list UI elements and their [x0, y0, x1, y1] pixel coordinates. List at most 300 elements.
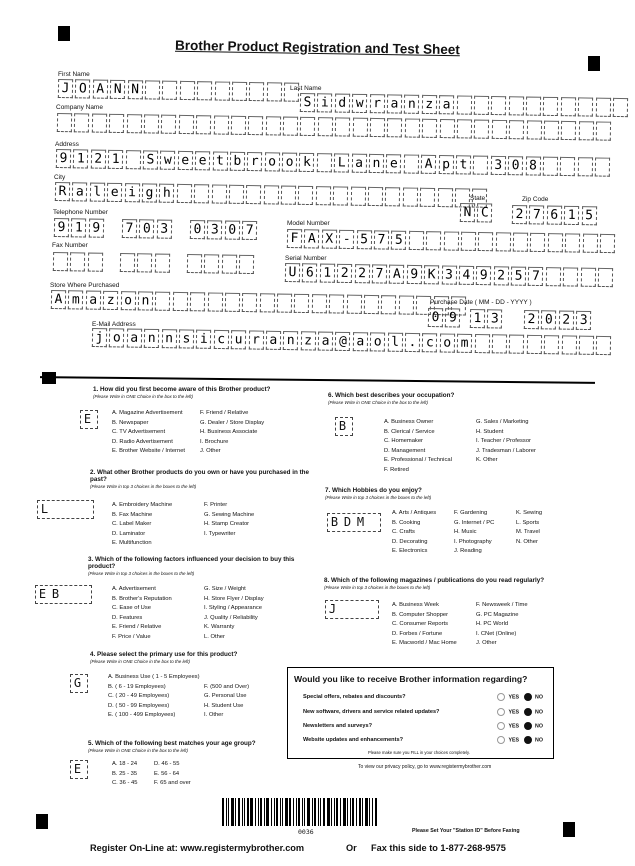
char-box: 0	[225, 221, 240, 240]
char-box: w	[160, 151, 175, 170]
char-box	[513, 233, 528, 252]
char-box: z	[301, 331, 316, 350]
char-box	[109, 114, 124, 133]
char-box: N	[460, 203, 475, 222]
option-item: B. Fax Machine	[112, 511, 153, 518]
zip-field[interactable]	[512, 205, 599, 225]
barcode-bar	[280, 798, 281, 826]
char-box	[544, 335, 559, 354]
char-box	[526, 120, 541, 139]
barcode-bar	[375, 798, 377, 826]
char-box	[491, 96, 506, 115]
char-box	[496, 232, 511, 251]
char-box: j	[92, 328, 107, 347]
char-box: l	[387, 333, 402, 352]
char-box	[196, 115, 211, 134]
char-box: e	[107, 183, 122, 202]
char-box: @	[335, 332, 350, 351]
char-box	[596, 121, 611, 140]
char-box	[598, 268, 613, 287]
no-radio[interactable]	[524, 722, 532, 730]
option-item: A. Embroidery Machine	[112, 502, 173, 508]
model-label: Model Number	[287, 220, 330, 227]
char-box: d	[335, 94, 350, 113]
option-item: B. Computer Shopper	[392, 611, 449, 618]
purchase-date-label: Purchase Date ( MM - DD - YYYY )	[430, 299, 532, 306]
options-q8	[392, 601, 556, 649]
options-q7	[392, 509, 556, 557]
phone-line-field[interactable]	[190, 220, 260, 240]
option-item: C. Label Maker	[112, 521, 152, 528]
char-box: 1	[73, 149, 88, 168]
option-item: F. Printer	[204, 502, 228, 508]
option-item: J. Tradesman / Laborer	[476, 447, 536, 454]
answer-box-q7[interactable]	[327, 513, 381, 532]
char-box: a	[387, 94, 402, 113]
answer-box-q5[interactable]	[70, 760, 88, 779]
barcode-number: 0036	[298, 828, 314, 836]
answer-box-q2[interactable]	[37, 500, 94, 519]
barcode-bar	[238, 798, 240, 826]
char-box: R	[55, 182, 70, 201]
city-field[interactable]	[55, 182, 490, 208]
char-box	[179, 115, 194, 134]
option-item: F. Retired	[384, 466, 409, 473]
char-box	[613, 98, 628, 117]
option-item: F. (500 and Over)	[204, 683, 250, 690]
char-box: 5	[511, 267, 526, 286]
char-box: s	[179, 329, 194, 348]
char-box	[579, 336, 594, 355]
first-name-field[interactable]	[58, 79, 302, 102]
option-item: I. Other	[204, 712, 224, 719]
char-box: A	[304, 229, 319, 248]
answer-char: D	[343, 515, 352, 529]
answer-char	[339, 601, 352, 618]
store-field[interactable]	[51, 290, 469, 316]
char-box	[120, 253, 135, 272]
barcode-bar	[244, 798, 245, 826]
option-item: K. Sewing	[516, 510, 543, 516]
char-box	[162, 81, 177, 100]
char-box: a	[353, 332, 368, 351]
barcode-bar	[312, 798, 313, 826]
char-box: 6	[547, 206, 562, 225]
option-item: B. Brother's Reputation	[112, 595, 172, 602]
char-box	[316, 186, 331, 205]
options-q2	[112, 501, 294, 549]
char-box: 3	[207, 220, 222, 239]
option-item: H. Student Use	[204, 702, 244, 709]
char-box	[457, 119, 472, 138]
char-box: 0	[508, 156, 523, 175]
barcode-bar	[323, 798, 325, 826]
option-item: D. ( 50 - 99 Employees)	[108, 702, 170, 709]
register-online-text: Register On-Line at: www.registermybrother.com	[90, 843, 305, 853]
option-item: I. Brochure	[200, 438, 229, 445]
char-box	[248, 116, 263, 135]
answer-box-q1[interactable]	[80, 410, 98, 429]
char-box	[579, 121, 594, 140]
char-box: 3	[576, 311, 591, 330]
email-field[interactable]	[92, 328, 614, 355]
char-box	[173, 292, 188, 311]
char-box: w	[352, 94, 367, 113]
char-box	[509, 96, 524, 115]
char-box: 3	[487, 309, 502, 328]
option-item: A. Arts / Antiques	[392, 510, 437, 516]
char-box	[74, 113, 89, 132]
char-box	[335, 117, 350, 136]
char-box	[180, 81, 195, 100]
char-box	[144, 114, 159, 133]
barcode-bar	[228, 798, 229, 826]
question-3: 3. Which of the following factors influenced your decision to buy this product? (Please Write in top 3 choices in the boxes to the left)	[88, 556, 295, 577]
option-item: M. Travel	[516, 529, 540, 536]
last-name-label: Last Name	[290, 85, 322, 92]
option-item: D. Forbes / Fortune	[392, 630, 443, 637]
last-name-field[interactable]	[300, 93, 631, 117]
station-id-note: Please Set Your "Station ID" Before Faxing	[412, 828, 520, 834]
barcode-bar	[276, 798, 278, 826]
char-box: 2	[512, 205, 527, 224]
barcode-bar	[347, 798, 348, 826]
char-box	[543, 157, 558, 176]
option-item: L. Other	[204, 633, 225, 640]
yes-radio[interactable]	[497, 708, 505, 716]
info-row-software: New software, drivers and service related updates? YES NO	[303, 709, 543, 716]
char-box: 0	[139, 219, 154, 238]
barcode-bar	[289, 798, 291, 826]
char-box	[155, 292, 170, 311]
char-box: 2	[524, 310, 539, 329]
char-box	[426, 231, 441, 250]
option-item: D. Features	[112, 614, 143, 621]
option-item: I. Styling / Appearance	[204, 605, 263, 612]
barcode-bar	[296, 798, 297, 826]
char-box: S	[300, 93, 315, 112]
no-radio[interactable]	[524, 708, 532, 716]
char-box	[232, 82, 247, 101]
option-item: E. Electronics	[392, 548, 428, 555]
char-box: e	[178, 151, 193, 170]
info-row-website: Website updates and enhancements? YES NO	[303, 737, 543, 744]
question-7: 7. Which Hobbies do you enjoy? (Please Write in top 3 choices in the boxes to the left)	[325, 487, 432, 501]
option-item: A. Business Owner	[384, 419, 434, 425]
option-item: C. Consumer Reports	[392, 621, 449, 628]
char-box	[266, 116, 281, 135]
char-box	[368, 187, 383, 206]
char-box: e	[386, 154, 401, 173]
char-box: 1	[564, 206, 579, 225]
char-box	[509, 120, 524, 139]
purchase-day-field[interactable]	[470, 309, 505, 329]
option-item: C. Ease of Use	[112, 605, 151, 612]
option-item: A. 18 - 24	[112, 761, 138, 767]
char-box: 2	[559, 311, 574, 330]
char-box: c	[422, 333, 437, 352]
barcode-bar	[359, 798, 361, 826]
privacy-note: To view our privacy policy, go to www.registermybrother.com	[358, 764, 492, 770]
char-box	[595, 98, 610, 117]
first-name-label: First Name	[58, 71, 90, 78]
char-box: 6	[302, 263, 317, 282]
address-field[interactable]	[56, 149, 613, 177]
option-item: E. Macworld / Mac Home	[392, 640, 457, 647]
char-box	[213, 115, 228, 134]
barcode-bar	[282, 798, 283, 826]
option-item: I. Photography	[454, 538, 492, 545]
barcode-bar	[255, 798, 256, 826]
phone-area-field[interactable]	[54, 218, 106, 238]
fax-number-text: Fax this side to 1-877-268-9575	[371, 843, 506, 853]
char-box: o	[265, 152, 280, 171]
options-q5	[112, 760, 214, 789]
char-box: t	[456, 155, 471, 174]
option-item: G. Size / Weight	[204, 586, 246, 592]
char-box: z	[422, 95, 437, 114]
char-box: 9	[56, 149, 71, 168]
char-box: 3	[441, 265, 456, 284]
yes-radio[interactable]	[497, 736, 505, 744]
state-field[interactable]	[460, 203, 495, 223]
char-box: a	[266, 331, 281, 350]
char-box: r	[247, 152, 262, 171]
option-item: H. Stamp Creator	[204, 521, 250, 528]
char-box: 9	[89, 219, 104, 238]
char-box: 7	[242, 221, 257, 240]
yes-radio[interactable]	[497, 722, 505, 730]
char-box	[527, 335, 542, 354]
char-box	[239, 255, 254, 274]
char-box: b	[230, 152, 245, 171]
barcode-bar	[285, 798, 288, 826]
char-box	[294, 294, 309, 313]
char-box: k	[299, 153, 314, 172]
char-box	[595, 157, 610, 176]
char-box: a	[439, 95, 454, 114]
char-box	[249, 82, 264, 101]
char-box	[370, 118, 385, 137]
char-box: 5	[356, 230, 371, 249]
answer-char	[64, 501, 77, 518]
char-box: .	[405, 333, 420, 352]
char-box: o	[109, 328, 124, 347]
option-item: C. ( 20 - 49 Employees)	[108, 693, 170, 700]
serial-field[interactable]	[285, 263, 616, 287]
answer-box-q6[interactable]	[335, 417, 353, 436]
barcode-bar	[226, 798, 227, 826]
char-box: a	[86, 291, 101, 310]
char-box: 7	[122, 219, 137, 238]
option-item: K. Warranty	[204, 624, 235, 631]
char-box: m	[457, 334, 472, 353]
char-box	[404, 154, 419, 173]
option-item: D. Management	[384, 447, 426, 454]
option-item: I. Teacher / Professor	[476, 438, 531, 445]
char-box	[403, 187, 418, 206]
char-box: A	[389, 265, 404, 284]
option-item: D. Radio Advertisement	[112, 438, 173, 445]
option-item: F. Newsweek / Time	[476, 602, 528, 608]
char-box: n	[144, 329, 159, 348]
answer-box-q4[interactable]	[70, 674, 88, 693]
question-4: 4. Please select the primary use for this product? (Please Write in ONE Choice in the box to the left)	[90, 651, 238, 665]
char-box: c	[214, 330, 229, 349]
char-box	[204, 254, 219, 273]
option-item: D. Laminator	[112, 530, 146, 537]
barcode-bar	[266, 798, 269, 826]
char-box	[53, 252, 68, 271]
char-box	[277, 294, 292, 313]
info-heading: Would you like to receive Brother information regarding?	[294, 674, 528, 684]
answer-char: E	[38, 587, 47, 601]
char-box	[474, 334, 489, 353]
answer-char: J	[328, 602, 337, 616]
option-item: H. Student	[476, 428, 504, 435]
phone-prefix-field[interactable]	[122, 219, 174, 239]
answer-char: L	[40, 502, 49, 516]
char-box	[443, 231, 458, 250]
option-item: G. PC Magazine	[476, 611, 519, 618]
barcode-bar	[350, 798, 351, 826]
char-box	[381, 295, 396, 314]
fax-line-field[interactable]	[187, 254, 257, 274]
barcode-bar	[274, 798, 275, 826]
char-box: 7	[372, 264, 387, 283]
brother-info-panel	[287, 667, 554, 759]
option-item: E. Multifunction	[112, 540, 152, 547]
purchase-month-field[interactable]	[428, 308, 463, 328]
char-box	[194, 184, 209, 203]
barcode-bar	[260, 798, 262, 826]
char-box	[439, 119, 454, 138]
char-box: -	[339, 230, 354, 249]
char-box: 0	[428, 308, 443, 327]
option-item: G. Sewing Machine	[204, 511, 255, 518]
option-item	[204, 673, 294, 683]
char-box: o	[120, 291, 135, 310]
char-box	[546, 267, 561, 286]
fax-label: Fax Number	[52, 242, 88, 249]
char-box	[420, 188, 435, 207]
char-box	[214, 81, 229, 100]
char-box: F	[287, 229, 302, 248]
barcode-bar	[362, 798, 363, 826]
char-box	[222, 255, 237, 274]
char-box: t	[212, 151, 227, 170]
yes-radio[interactable]	[497, 693, 505, 701]
char-box: i	[124, 183, 139, 202]
company-field[interactable]	[57, 113, 614, 141]
char-box: 2	[494, 266, 509, 285]
char-box	[578, 97, 593, 116]
char-box: S	[143, 150, 158, 169]
char-box	[492, 120, 507, 139]
option-item: E. Friend / Relative	[112, 624, 162, 631]
char-box	[399, 295, 414, 314]
char-box	[88, 253, 103, 272]
char-box	[580, 268, 595, 287]
address-label: Address	[55, 141, 79, 148]
answer-box-q8[interactable]	[325, 600, 379, 619]
option-item: N. Other	[516, 538, 538, 545]
no-radio[interactable]	[524, 736, 532, 744]
option-item: B. Cooking	[392, 519, 421, 526]
options-q1	[112, 409, 290, 457]
char-box: 9	[476, 266, 491, 285]
fax-area-field[interactable]	[53, 252, 105, 272]
section-divider	[40, 376, 595, 384]
char-box: 9	[445, 308, 460, 327]
answer-char: B	[330, 515, 339, 529]
model-field[interactable]	[287, 229, 618, 253]
char-box: U	[285, 263, 300, 282]
option-item: C. Crafts	[392, 529, 415, 536]
purchase-year-field[interactable]	[524, 310, 594, 330]
char-box: 1	[71, 218, 86, 237]
question-2: 2. What other Brother products do you own or have you purchased in the past? (Please Write in top 3 choices in the boxes to the left)	[90, 469, 310, 490]
char-box: 9	[407, 265, 422, 284]
char-box	[561, 121, 576, 140]
answer-box-q3[interactable]	[35, 585, 92, 604]
answer-char: M	[356, 515, 365, 529]
or-text: Or	[346, 843, 357, 853]
info-row-offers: Special offers, rebates and discounts? YES NO	[303, 694, 543, 701]
no-radio[interactable]	[524, 693, 532, 701]
char-box: 3	[491, 156, 506, 175]
char-box	[329, 294, 344, 313]
char-box: 2	[354, 264, 369, 283]
char-box	[242, 293, 257, 312]
barcode-bar	[356, 798, 357, 826]
option-item: G. Sales / Marketing	[476, 419, 529, 425]
char-box	[298, 186, 313, 205]
option-item: K. Other	[476, 457, 498, 464]
answer-char	[62, 586, 75, 603]
barcode-bar	[304, 798, 305, 826]
fax-prefix-field[interactable]	[120, 253, 172, 273]
option-item: F. Price / Value	[112, 633, 151, 640]
barcode-bar	[258, 798, 259, 826]
char-box: N	[110, 80, 125, 99]
char-box: A	[93, 80, 108, 99]
char-box: 5	[391, 231, 406, 250]
option-item: I. CNet (Online)	[476, 630, 517, 637]
char-box: r	[248, 330, 263, 349]
info-note: Please make sure you FILL in your choices completely.	[368, 750, 470, 755]
char-box	[350, 187, 365, 206]
question-1: 1. How did you first become aware of this Brother product? (Please Write in ONE Choice in the box to the left)	[93, 386, 271, 400]
char-box	[346, 295, 361, 314]
option-item: A. Magazine Advertisement	[112, 410, 183, 416]
char-box: p	[438, 155, 453, 174]
answer-char	[51, 501, 64, 518]
char-box: a	[72, 182, 87, 201]
char-box	[526, 97, 541, 116]
char-box	[456, 95, 471, 114]
char-box: O	[75, 79, 90, 98]
char-box	[352, 118, 367, 137]
char-box	[563, 267, 578, 286]
char-box: l	[90, 183, 105, 202]
char-box	[187, 254, 202, 273]
char-box: 0	[541, 310, 556, 329]
char-box: 7	[528, 267, 543, 286]
barcode-bar	[320, 798, 321, 826]
option-item: H. PC World	[476, 621, 509, 628]
char-box: g	[142, 183, 157, 202]
